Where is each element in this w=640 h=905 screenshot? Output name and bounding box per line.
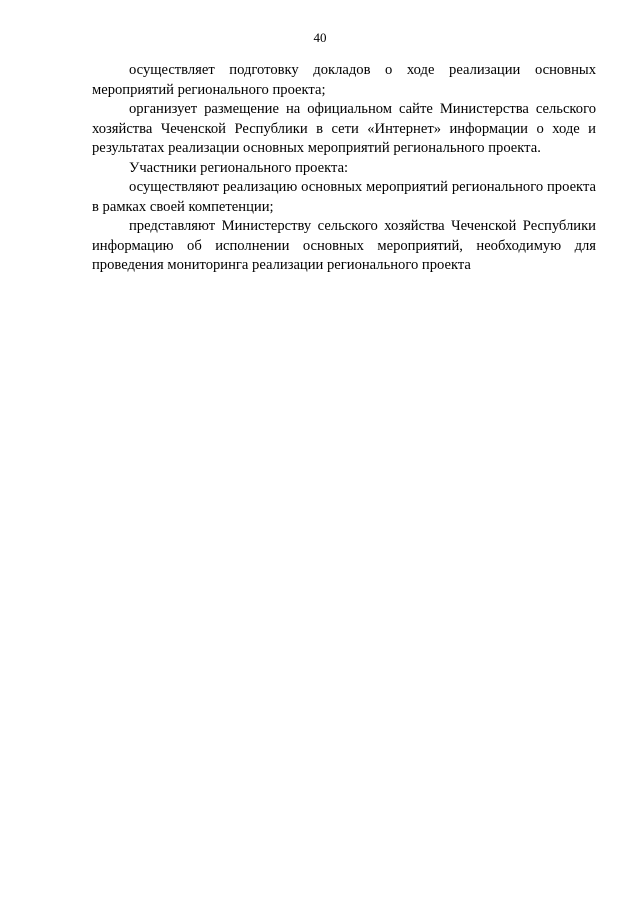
paragraph-participants-implementation: осуществляют реализацию основных мероприятий регионального проекта в рамках своей компетенции; — [92, 179, 596, 215]
paragraph-participants-heading: Участники регионального проекта: — [129, 159, 349, 176]
document-body — [92, 61, 596, 276]
paragraph-report-preparation: осуществляет подготовку докладов о ходе реализации основных мероприятий регионального проекта; — [92, 62, 596, 98]
paragraph-participants-reporting: представляют Министерству сельского хозяйства Чеченской Республики информацию об исполнении основных мероприятий, необходимую для проведения мониторинга реализации регионального проекта — [92, 218, 596, 273]
paragraph-website-publication: организует размещение на официальном сайте Министерства сельского хозяйства Чеченской Республики в сети «Интернет» информации о ходе и результатах реализации основных мероприятий регионального проекта. — [92, 101, 596, 156]
page-number: 40 — [313, 30, 327, 45]
